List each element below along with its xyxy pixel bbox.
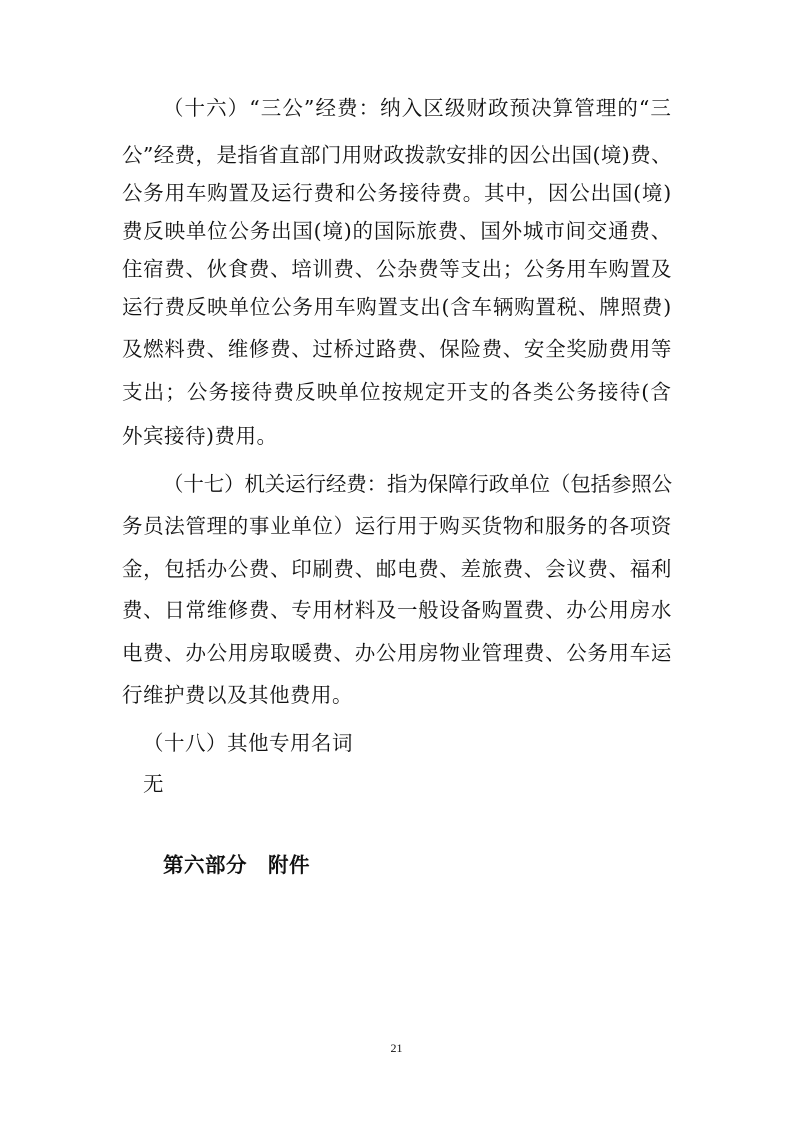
- paragraph-17-line-3: 金，包括办公费、印刷费、邮电费、差旅费、会议费、福利: [122, 557, 672, 581]
- paragraph-18-body: 无: [143, 772, 164, 796]
- paragraph-17-line-4: 费、日常维修费、专用材料及一般设备购置费、办公用房水: [122, 598, 672, 622]
- paragraph-16-line-6: 运行费反映单位公务用车购置支出(含车辆购置税、牌照费): [122, 295, 672, 319]
- paragraph-17-line-5: 电费、办公用房取暖费、办公用房物业管理费、公务用车运: [122, 641, 672, 665]
- paragraph-16-line-9: 外宾接待)费用。: [122, 424, 278, 448]
- paragraph-16-line-4: 费反映单位公务出国(境)的国际旅费、国外城市间交通费、: [122, 219, 672, 243]
- paragraph-18-title: （十八）其他专用名词: [143, 731, 353, 755]
- paragraph-17-line-2: 务员法管理的事业单位）运行用于购买货物和服务的各项资: [122, 514, 672, 538]
- paragraph-17-line-1: （十七）机关运行经费：指为保障行政单位（包括参照公: [163, 472, 672, 496]
- section-heading: 第六部分 附件: [163, 853, 310, 877]
- paragraph-17-line-6: 行维护费以及其他费用。: [122, 683, 353, 707]
- paragraph-16-line-5: 住宿费、伙食费、培训费、公杂费等支出；公务用车购置及: [122, 257, 672, 281]
- paragraph-16-line-3: 公务用车购置及运行费和公务接待费。其中，因公出国(境): [122, 181, 672, 205]
- paragraph-16-line-8: 支出；公务接待费反映单位按规定开支的各类公务接待(含: [122, 380, 672, 404]
- paragraph-16-line-7: 及燃料费、维修费、过桥过路费、保险费、安全奖励费用等: [122, 337, 672, 361]
- page-number: 21: [390, 1041, 403, 1055]
- paragraph-16-line-1: （十六）“三公”经费：纳入区级财政预决算管理的“三: [163, 96, 672, 120]
- paragraph-16-line-2: 公”经费，是指省直部门用财政拨款安排的因公出国(境)费、: [122, 143, 672, 167]
